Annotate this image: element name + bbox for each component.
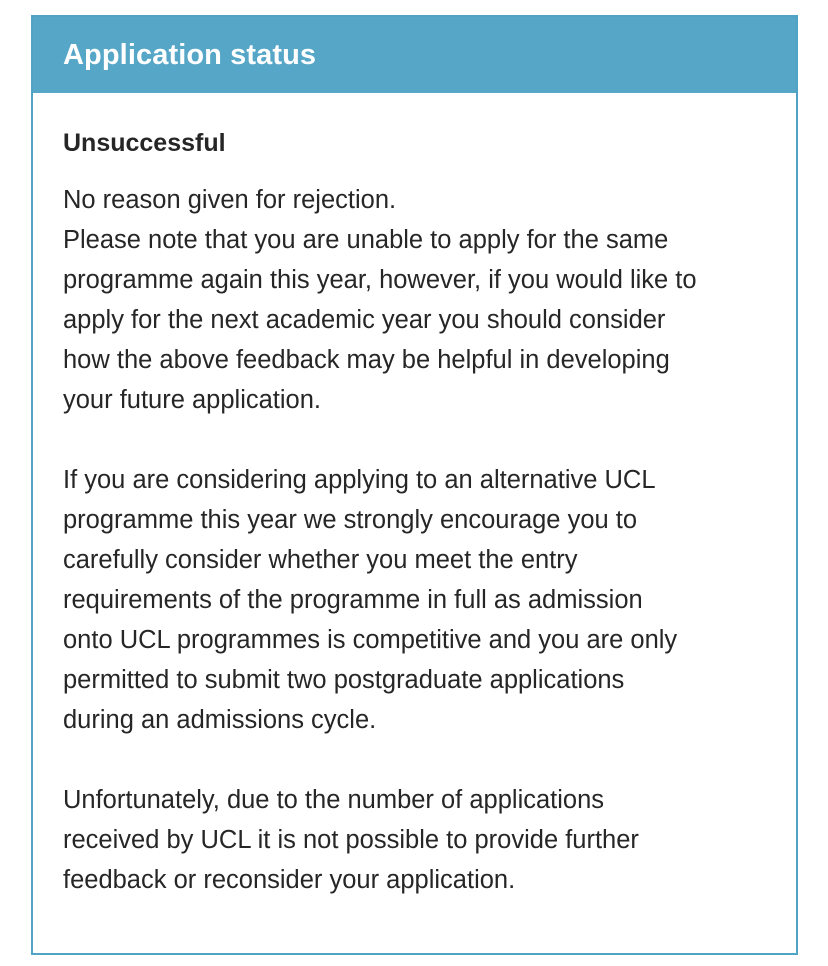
text-line: how the above feedback may be helpful in developing [63,346,670,374]
text-line: programme this year we strongly encourage you to [63,506,638,534]
text-line: your future application. [63,386,321,414]
status-heading: Unsuccessful [63,129,226,157]
text-line: permitted to submit two postgraduate applications [63,666,625,694]
text-line: onto UCL programmes is competitive and you are only [63,626,678,654]
text-line: programme again this year, however, if you would like to [63,266,697,294]
application-status-panel [31,15,798,955]
text-line: If you are considering applying to an alternative UCL [63,466,656,494]
panel-title: Application status [63,38,317,71]
paragraph-no-further-feedback [63,780,766,900]
text-line: received by UCL it is not possible to provide further [63,826,639,854]
text-line: during an admissions cycle. [63,706,377,734]
text-line: Unfortunately, due to the number of applications [63,786,605,814]
paragraph-alternative-programme [63,460,766,740]
text-line: No reason given for rejection. [63,186,397,214]
panel-body [33,93,796,900]
text-line: apply for the next academic year you should consider [63,306,666,334]
text-line: Please note that you are unable to apply for the same [63,226,669,254]
paragraph-rejection-notice [63,180,766,420]
text-line: carefully consider whether you meet the entry [63,546,578,574]
text-line: feedback or reconsider your application. [63,866,516,894]
text-line: requirements of the programme in full as admission [63,586,643,614]
panel-header [33,17,796,93]
